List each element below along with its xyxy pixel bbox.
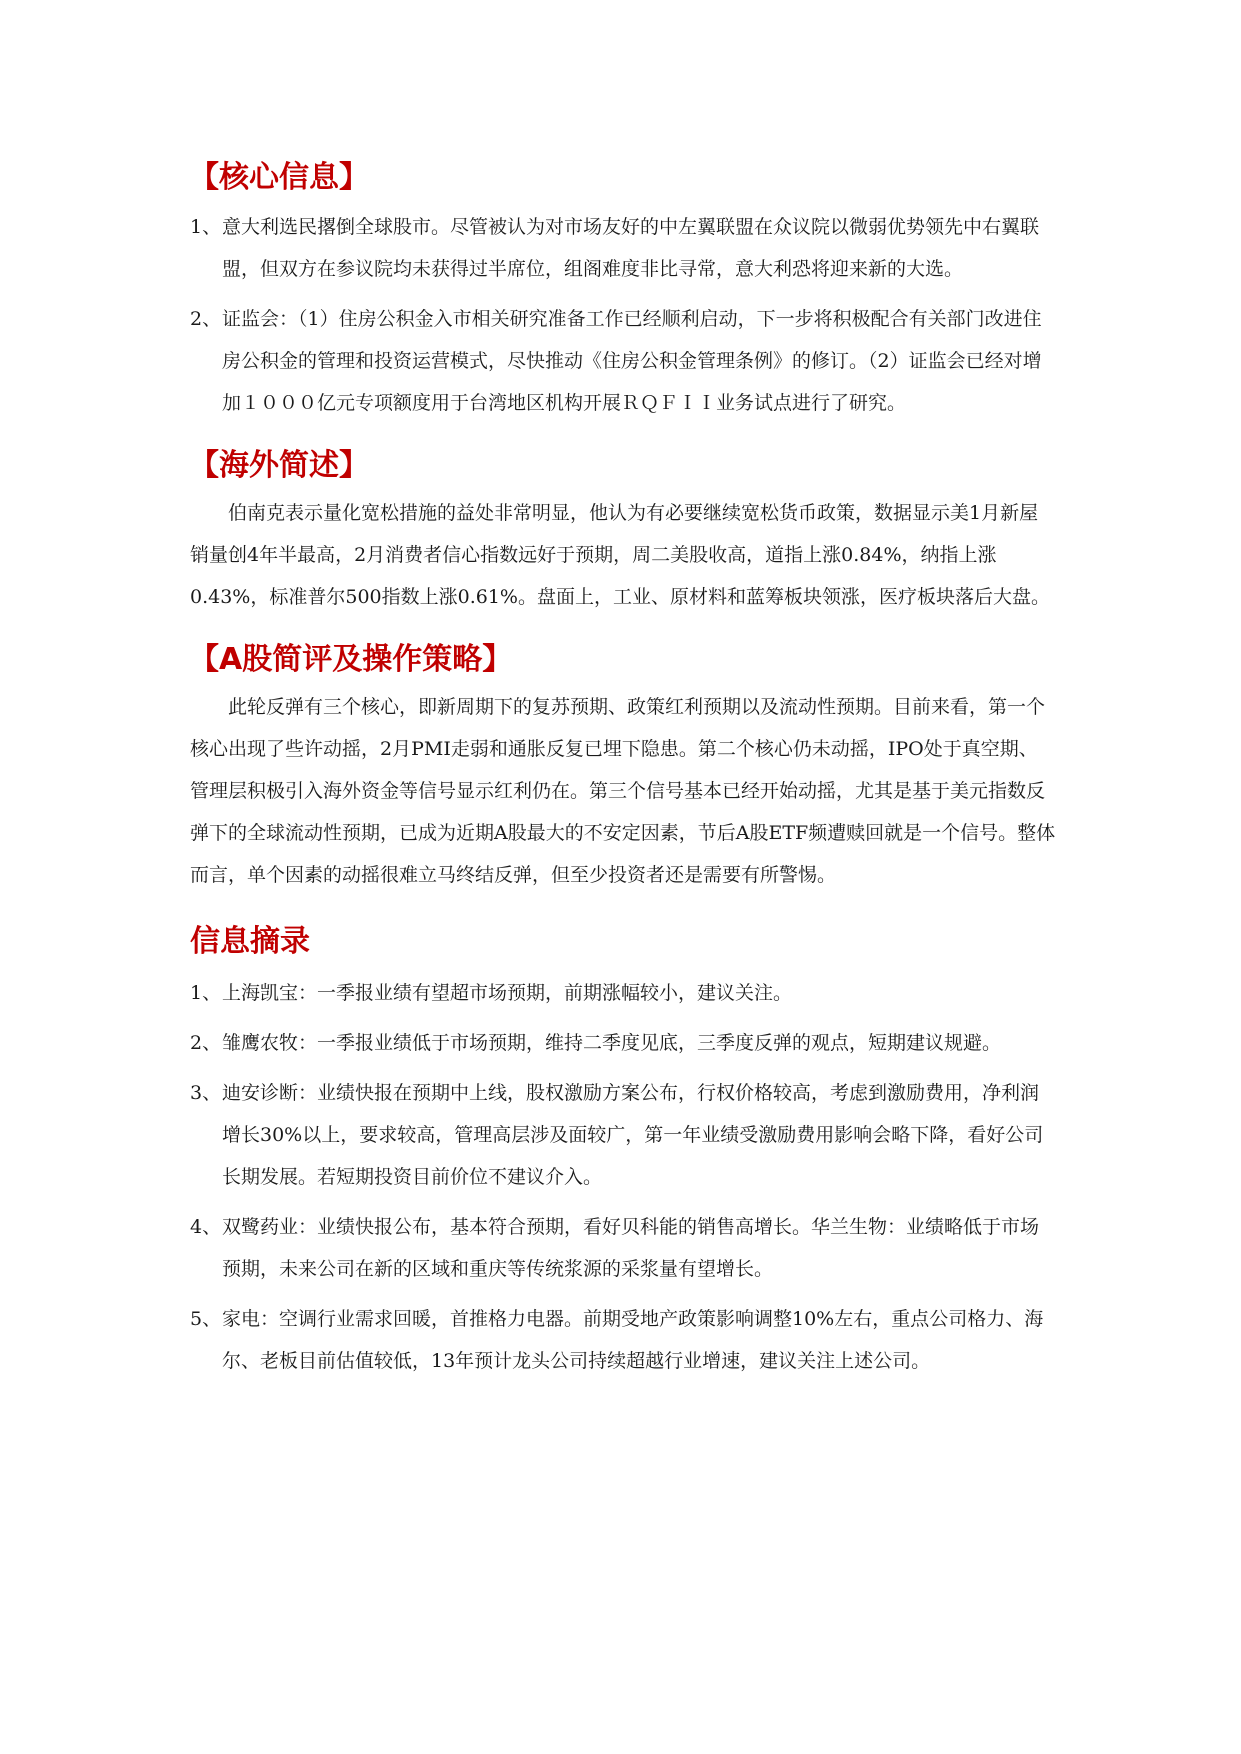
item-text: 家电：空调行业需求回暖，首推格力电器。前期受地产政策影响调整10%左右，重点公司格力、海尔、老板目前估值较低，13年预计龙头公司持续超越行业增速，建议关注上述公司。 bbox=[222, 1308, 1044, 1372]
list-item bbox=[190, 1072, 1056, 1198]
item-number: 1、 bbox=[190, 216, 222, 238]
core-section bbox=[190, 158, 1056, 424]
ashare-paragraph: 此轮反弹有三个核心，即新周期下的复苏预期、政策红利预期以及流动性预期。目前来看，第一个核心出现了些许动摇，2月PMI走弱和通胀反复已埋下隐患。第二个核心仍未动摇，IPO处于真空期、管理层积极引入海外资金等信号显示红利仍在。第三个信号基本已经开始动摇，尤其是基于美元指数反弹下的全球流动性预期，已成为近期A股最大的不安定因素，节后A股ETF频遭赎回就是一个信号。整体而言，单个因素的动摇很难立马终结反弹，但至少投资者还是需要有所警惕。 bbox=[190, 696, 1056, 886]
item-number: 5、 bbox=[190, 1308, 222, 1330]
list-item bbox=[190, 972, 1056, 1014]
item-number: 3、 bbox=[190, 1082, 222, 1104]
overseas-heading: 【海外简述】 bbox=[189, 448, 369, 483]
core-list bbox=[190, 206, 1056, 424]
item-text: 上海凯宝：一季报业绩有望超市场预期，前期涨幅较小，建议关注。 bbox=[222, 982, 793, 1004]
list-item bbox=[190, 206, 1056, 290]
info-section bbox=[190, 922, 1056, 1382]
item-text: 迪安诊断：业绩快报在预期中上线，股权激励方案公布，行权价格较高，考虑到激励费用，净利润增长30%以上，要求较高，管理高层涉及面较广，第一年业绩受激励费用影响会略下降，看好公司长期发展。若短期投资目前价位不建议介入。 bbox=[222, 1082, 1044, 1188]
list-item bbox=[190, 1298, 1056, 1382]
item-text: 证监会：（1）住房公积金入市相关研究准备工作已经顺利启动，下一步将积极配合有关部门改进住房公积金的管理和投资运营模式，尽快推动《住房公积金管理条例》的修订。（2）证监会已经对增加１０００亿元专项额度用于台湾地区机构开展ＲＱＦＩＩ业务试点进行了研究。 bbox=[222, 308, 1042, 414]
info-heading: 信息摘录 bbox=[190, 924, 310, 959]
ashare-section bbox=[190, 640, 1056, 896]
list-item bbox=[190, 298, 1056, 424]
ashare-heading: 【A股简评及操作策略】 bbox=[189, 642, 513, 677]
document-content bbox=[190, 150, 1056, 1382]
item-text: 雏鹰农牧：一季报业绩低于市场预期，维持二季度见底，三季度反弹的观点，短期建议规避。 bbox=[222, 1032, 1002, 1054]
item-number: 1、 bbox=[190, 982, 222, 1004]
item-number: 4、 bbox=[190, 1216, 222, 1238]
list-item bbox=[190, 1206, 1056, 1290]
item-number: 2、 bbox=[190, 1032, 222, 1054]
list-item bbox=[190, 1022, 1056, 1064]
item-text: 双鹭药业：业绩快报公布，基本符合预期，看好贝科能的销售高增长。华兰生物：业绩略低于市场预期，未来公司在新的区域和重庆等传统浆源的采浆量有望增长。 bbox=[222, 1216, 1040, 1280]
item-text: 意大利选民撂倒全球股市。尽管被认为对市场友好的中左翼联盟在众议院以微弱优势领先中右翼联盟，但双方在参议院均未获得过半席位，组阁难度非比寻常，意大利恐将迎来新的大选。 bbox=[222, 216, 1040, 280]
overseas-section bbox=[190, 446, 1056, 618]
item-number: 2、 bbox=[190, 308, 222, 330]
overseas-paragraph: 伯南克表示量化宽松措施的益处非常明显，他认为有必要继续宽松货币政策，数据显示美1月新屋销量创4年半最高，2月消费者信心指数远好于预期，周二美股收高，道指上涨0.84%，纳指上涨0.43%，标准普尔500指数上涨0.61%。盘面上，工业、原材料和蓝筹板块领涨，医疗板块落后大盘。 bbox=[190, 502, 1050, 608]
core-heading: 【核心信息】 bbox=[189, 160, 369, 195]
info-list bbox=[190, 972, 1056, 1382]
